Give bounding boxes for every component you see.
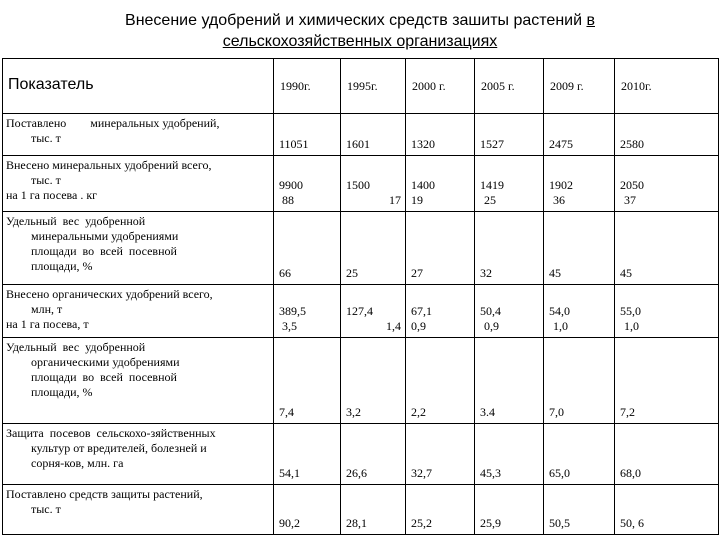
row-indicator-line: Внесено минеральных удобрений всего, — [6, 158, 212, 172]
cell-value: 1902 — [549, 178, 573, 192]
cell-value: 7,4 — [279, 405, 294, 419]
table-cell — [406, 114, 475, 156]
table-cell — [341, 485, 406, 535]
header-year-2005: 2005 г. — [475, 59, 544, 114]
cell-value: 36 — [553, 193, 565, 207]
table-row — [3, 338, 719, 424]
cell-value: 32 — [480, 266, 492, 280]
row-indicator — [3, 338, 274, 424]
cell-value: 25,2 — [411, 516, 432, 530]
cell-value: 1320 — [411, 137, 435, 151]
cell-value: 1419 — [480, 178, 504, 192]
row-indicator-line: органическими удобрениями — [31, 355, 180, 369]
cell-value: 1601 — [346, 137, 370, 151]
table-cell — [341, 285, 406, 338]
table-row — [3, 424, 719, 485]
table-cell — [544, 424, 615, 485]
cell-value: 1400 — [411, 178, 435, 192]
row-indicator-line: на 1 га посева, т — [6, 317, 89, 331]
table-cell — [475, 156, 544, 212]
cell-value: 54,0 — [549, 304, 570, 318]
row-indicator-line: площади, % — [31, 385, 93, 399]
cell-value: 45,3 — [480, 466, 501, 480]
row-indicator-line: Удельный вес удобренной — [6, 340, 146, 354]
page-title — [0, 10, 720, 52]
table-cell — [544, 156, 615, 212]
cell-value: 0,9 — [411, 319, 426, 333]
cell-value: 67,1 — [411, 304, 432, 318]
table-row — [3, 485, 719, 535]
cell-value: 1,0 — [553, 319, 568, 333]
table-cell — [615, 424, 719, 485]
cell-value: 68,0 — [620, 466, 641, 480]
row-indicator — [3, 156, 274, 212]
cell-value: 17 — [389, 193, 401, 207]
cell-value: 1500 — [346, 178, 370, 192]
table-cell — [544, 212, 615, 285]
cell-value: 1527 — [480, 137, 504, 151]
table-cell — [341, 212, 406, 285]
table-cell — [475, 485, 544, 535]
header-year-2009: 2009 г. — [544, 59, 615, 114]
table-row — [3, 212, 719, 285]
table-cell — [274, 338, 341, 424]
row-indicator-line: тыс. т — [31, 502, 61, 516]
cell-value: 2475 — [549, 137, 573, 151]
cell-value: 127,4 — [346, 304, 373, 318]
row-indicator-line: на 1 га посева . кг — [6, 188, 98, 202]
table-cell — [615, 485, 719, 535]
cell-value: 0,9 — [484, 319, 499, 333]
cell-value: 3.4 — [480, 405, 495, 419]
cell-value: 28,1 — [346, 516, 367, 530]
cell-value: 11051 — [279, 137, 309, 151]
row-indicator-line: тыс. т — [31, 131, 61, 145]
table-cell — [274, 212, 341, 285]
header-indicator: Показатель — [3, 59, 274, 114]
title-line-1 — [0, 10, 720, 31]
header-year-1990: 1990г. — [274, 59, 341, 114]
cell-value: 7,0 — [549, 405, 564, 419]
title-line-1-text: Внесение удобрений и химических средств зашиты растений — [125, 12, 583, 29]
cell-value: 32,7 — [411, 466, 432, 480]
row-indicator-line: млн, т — [31, 302, 63, 316]
title-line-1-tail: в — [586, 12, 595, 29]
row-indicator — [3, 285, 274, 338]
table-cell — [544, 338, 615, 424]
table-cell — [615, 156, 719, 212]
table-cell — [475, 285, 544, 338]
table-cell — [274, 485, 341, 535]
cell-value: 27 — [411, 266, 423, 280]
table-cell — [341, 424, 406, 485]
row-indicator — [3, 114, 274, 156]
table-cell — [544, 114, 615, 156]
cell-value: 54,1 — [279, 466, 300, 480]
cell-value: 55,0 — [620, 304, 641, 318]
cell-value: 37 — [624, 193, 636, 207]
row-indicator-line: площади во всей посевной — [31, 244, 177, 258]
row-indicator-line: площади, % — [31, 259, 93, 273]
cell-value: 65,0 — [549, 466, 570, 480]
row-indicator — [3, 212, 274, 285]
table-cell — [615, 338, 719, 424]
cell-value: 1,4 — [386, 319, 401, 333]
cell-value: 3,5 — [282, 319, 297, 333]
table-row — [3, 285, 719, 338]
table-header-row — [3, 59, 719, 114]
cell-value: 389,5 — [279, 304, 306, 318]
table-cell — [475, 338, 544, 424]
cell-value: 25,9 — [480, 516, 501, 530]
cell-value: 25 — [346, 266, 358, 280]
cell-value: 7,2 — [620, 405, 635, 419]
table-cell — [615, 285, 719, 338]
row-indicator-line: Поставлено средств защиты растений, — [6, 487, 203, 501]
table-cell — [475, 212, 544, 285]
table-cell — [274, 114, 341, 156]
table-cell — [615, 212, 719, 285]
table-cell — [406, 424, 475, 485]
table-cell — [406, 156, 475, 212]
cell-value: 45 — [549, 266, 561, 280]
table-cell — [341, 338, 406, 424]
cell-value: 26,6 — [346, 466, 367, 480]
table-row — [3, 114, 719, 156]
cell-value: 66 — [279, 266, 291, 280]
table-cell — [274, 285, 341, 338]
row-indicator — [3, 485, 274, 535]
cell-value: 3,2 — [346, 405, 361, 419]
row-indicator-line: Удельный вес удобренной — [6, 214, 146, 228]
table-cell — [615, 114, 719, 156]
row-indicator-line: площади во всей посевной — [31, 370, 177, 384]
cell-value: 2050 — [620, 178, 644, 192]
cell-value: 1,0 — [624, 319, 639, 333]
cell-value: 88 — [282, 193, 294, 207]
title-line-2: сельскохозяйственных организациях — [222, 33, 498, 50]
row-indicator-line: сорня-ков, млн. га — [31, 456, 124, 470]
cell-value: 50,4 — [480, 304, 501, 318]
table-cell — [406, 485, 475, 535]
row-indicator-line: Защита посевов сельскохо-зяйственных — [6, 426, 216, 440]
table-cell — [274, 424, 341, 485]
cell-value: 19 — [411, 193, 423, 207]
table-cell — [406, 338, 475, 424]
row-indicator-line: минеральными удобрениями — [31, 229, 179, 243]
cell-value: 50,5 — [549, 516, 570, 530]
table-cell — [274, 156, 341, 212]
row-indicator — [3, 424, 274, 485]
cell-value: 9900 — [279, 178, 303, 192]
table-cell — [544, 485, 615, 535]
table-cell — [544, 285, 615, 338]
cell-value: 25 — [484, 193, 496, 207]
cell-value: 2580 — [620, 137, 644, 151]
cell-value: 50, 6 — [620, 516, 644, 530]
row-indicator-line: Внесено органических удобрений всего, — [6, 287, 213, 301]
row-indicator-line: тыс. т — [31, 173, 61, 187]
table-cell — [341, 114, 406, 156]
table-cell — [406, 212, 475, 285]
table-row — [3, 156, 719, 212]
row-indicator-line: Поставлено минеральных удобрений, — [6, 116, 220, 130]
cell-value: 90,2 — [279, 516, 300, 530]
header-year-2000: 2000 г. — [406, 59, 475, 114]
table-cell — [341, 156, 406, 212]
table-cell — [475, 424, 544, 485]
cell-value: 2,2 — [411, 405, 426, 419]
table-cell — [406, 285, 475, 338]
header-year-1995: 1995г. — [341, 59, 406, 114]
row-indicator-line: культур от вредителей, болезней и — [31, 441, 207, 455]
header-year-2010: 2010г. — [615, 59, 719, 114]
fertilizer-table — [2, 58, 719, 535]
table-cell — [475, 114, 544, 156]
cell-value: 45 — [620, 266, 632, 280]
